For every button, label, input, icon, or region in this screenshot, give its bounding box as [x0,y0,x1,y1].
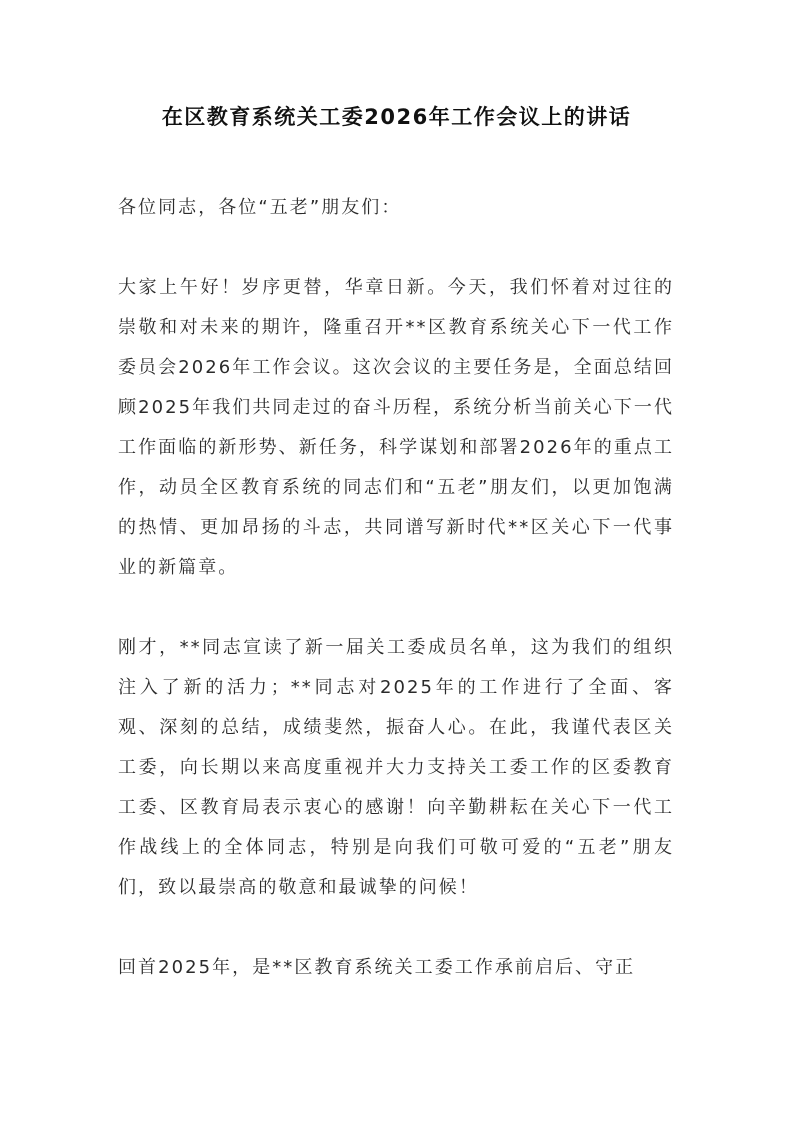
paragraph-thanks: 刚才，**同志宣读了新一届关工委成员名单，这为我们的组织注入了新的活力；**同志对2025年的工作进行了全面、客观、深刻的总结，成绩斐然，振奋人心。在此，我谨代表区关工委，向长期以来高度重视并大力支持关工委工作的区委教育工委、区教育局表示衷心的感谢！向辛勤耕耘在关心下一代工作战线上的全体同志，特别是向我们可敬可爱的“五老”朋友们，致以最崇高的敬意和最诚挚的问候！ [118,637,674,898]
paragraph-review: 回首2025年，是**区教育系统关工委工作承前启后、守正 [118,957,636,978]
document-title: 在区教育系统关工委2026年工作会议上的讲话 [161,105,632,129]
salutation: 各位同志，各位“五老”朋友们： [118,197,402,218]
document-body [118,188,674,988]
paragraph-opening: 大家上午好！岁序更替，华章日新。今天，我们怀着对过往的崇敬和对未来的期许，隆重召开**区教育系统关心下一代工作委员会2026年工作会议。这次会议的主要任务是，全面总结回顾2025年我们共同走过的奋斗历程，系统分析当前关心下一代工作面临的新形势、新任务，科学谋划和部署2026年的重点工作，动员全区教育系统的同志们和“五老”朋友们，以更加饱满的热情、更加昂扬的斗志，共同谱写新时代**区关心下一代事业的新篇章。 [118,277,674,578]
